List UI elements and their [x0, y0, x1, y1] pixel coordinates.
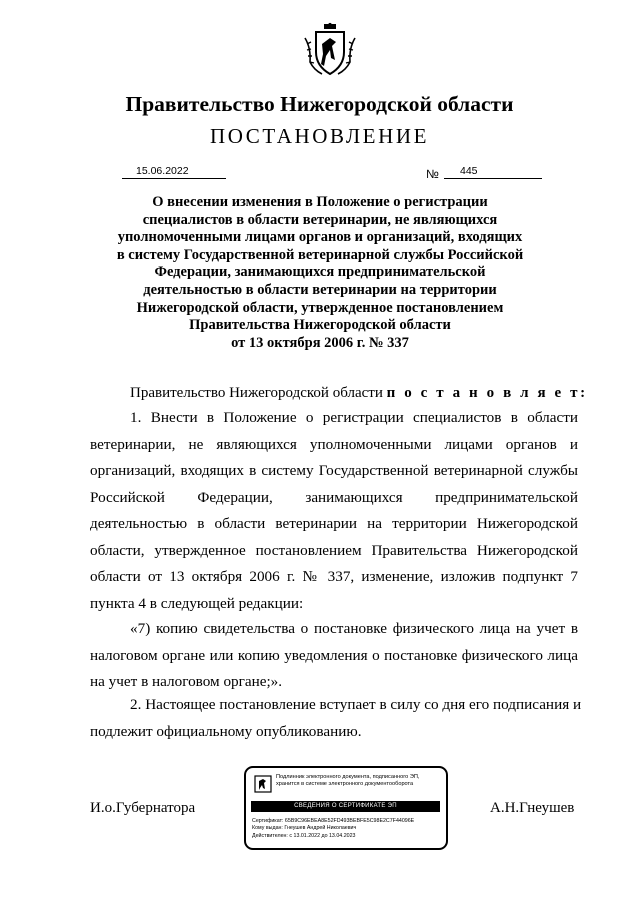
paragraph-line: пункта 4 в следующей редакции:: [90, 594, 304, 612]
stamp-certificate-info: [252, 818, 414, 840]
paragraph-1: [90, 405, 578, 617]
title-line: в систему Государственной ветеринарной службы Российской: [116, 246, 524, 263]
paragraph-line: Российской Федерации, занимающихся предпринимательской: [90, 488, 578, 506]
stamp-row: Действителен: с 13.01.2022 до 13.04.2023: [252, 832, 356, 839]
document-number: 445: [444, 164, 542, 179]
title-line: специалистов в области ветеринарии, не являющихся: [142, 211, 498, 228]
e-signature-stamp: [244, 766, 448, 850]
title-line: О внесении изменения в Положение о регистрации: [152, 194, 488, 210]
stamp-notice-line: хранится в системе электронного документооборота: [276, 781, 414, 787]
stamp-notice-line: Подлинник электронного документа, подписанного ЭП,: [276, 774, 420, 780]
stamp-header-bar: СВЕДЕНИЯ О СЕРТИФИКАТЕ ЭП: [251, 801, 440, 812]
title-line: Федерации, занимающихся предпринимательской: [154, 264, 486, 281]
paragraph-2: [90, 692, 582, 745]
signer-name: А.Н.Гнеушев: [490, 800, 575, 816]
paragraph-line: на учет в налоговом органе;».: [90, 673, 283, 690]
paragraph-line: «7) копию свидетельства о постановке физического лица на учет в: [130, 620, 578, 637]
paragraph-line: области, утвержденное постановлением Правительства Нижегородской: [90, 541, 578, 559]
paragraph-line: налоговом органе или копию уведомления о постановке физического лица: [90, 646, 578, 664]
document-title: [110, 194, 530, 352]
paragraph-line: области от 13 октября 2006 г. № 337, изменение, изложив подпункт 7: [90, 568, 578, 585]
number-label: №: [426, 167, 439, 181]
paragraph-line: 2. Настоящее постановление вступает в силу со дня его подписания и: [130, 696, 582, 713]
paragraph-line: организаций, входящих в систему Государственной ветеринарной службы: [90, 462, 578, 479]
title-line: Правительства Нижегородской области: [189, 317, 451, 334]
preamble-text: Правительство Нижегородской области: [130, 385, 387, 401]
issuing-authority: Правительство Нижегородской области: [125, 92, 514, 116]
title-line: Нижегородской области, утвержденное постановлением: [136, 299, 504, 316]
title-line: деятельностью в области ветеринарии на территории: [143, 281, 497, 298]
document-type: ПОСТАНОВЛЕНИЕ: [209, 124, 430, 148]
stamp-row: Сертификат: 65B9C96EBEA8E52FD493BEBFE5C98E2C7F44096E: [252, 818, 415, 824]
stamp-notice: [276, 774, 419, 788]
signer-position: И.о.Губернатора: [90, 800, 196, 816]
paragraph-line: деятельностью в области ветеринарии на территории Нижегородской: [90, 515, 578, 532]
title-line: от 13 октября 2006 г. № 337: [231, 334, 409, 351]
paragraph-line: ветеринарии, не являющихся уполномоченными лицами органов и: [90, 435, 578, 453]
paragraph-line: подлежит официальному опубликованию.: [90, 722, 362, 740]
emblem-icon: [254, 775, 272, 793]
paragraph-line: 1. Внести в Положение о регистрации специалистов в области: [130, 409, 578, 426]
preamble: [130, 385, 588, 402]
title-line: уполномоченными лицами органов и организаций, входящих: [117, 229, 523, 246]
coat-of-arms-icon: [302, 22, 358, 78]
paragraph-quote: [90, 616, 578, 696]
preamble-decision-word: п о с т а н о в л я е т:: [386, 385, 588, 401]
document-date: 15.06.2022: [122, 164, 226, 179]
stamp-row: Кому выдан: Гнеушев Андрей Николаевич: [252, 825, 357, 832]
